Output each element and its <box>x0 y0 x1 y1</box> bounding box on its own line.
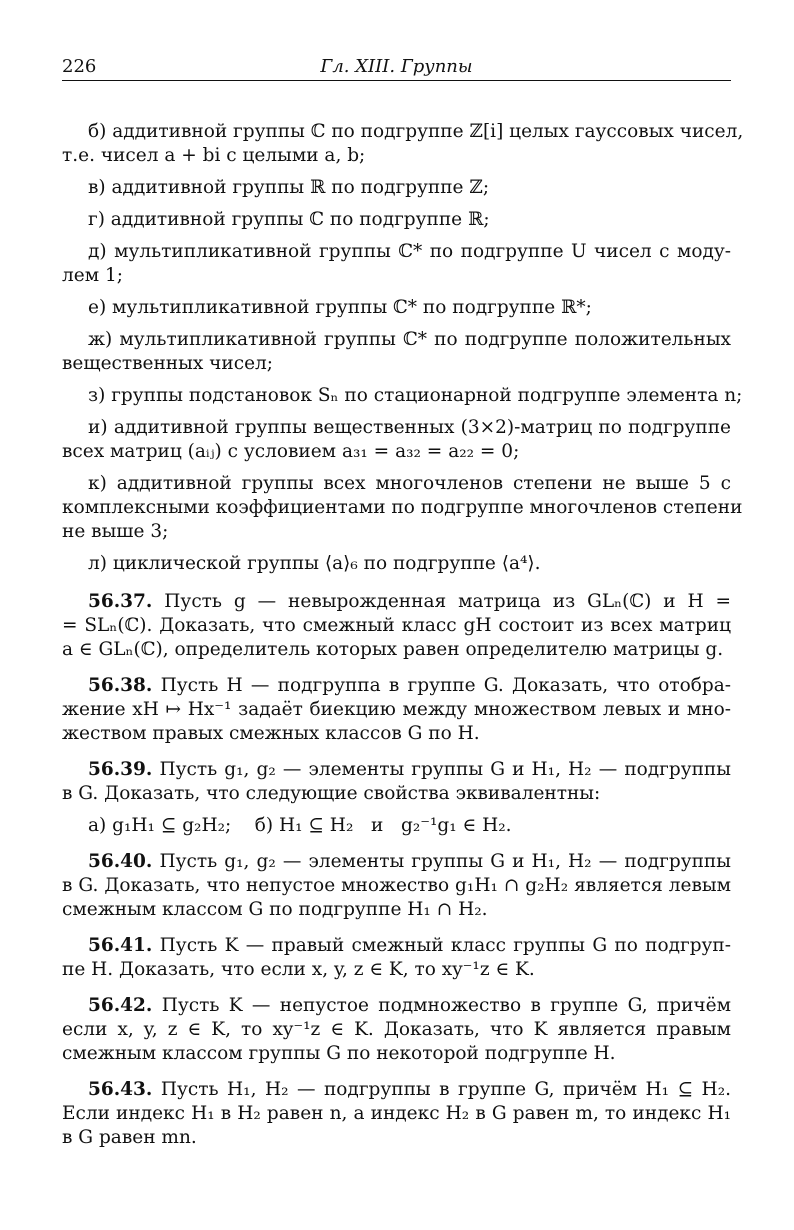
text-line: л) циклической группы ⟨a⟩₆ по подгруппе ⟨a⁴⟩. <box>88 553 541 574</box>
text-line: a ∈ GLₙ(ℂ), определитель которых равен определителю матрицы g. <box>62 639 724 660</box>
exercise-item <box>62 416 731 464</box>
problem-text: Пусть K — правый смежный класс группы G по подгруп- <box>159 935 731 956</box>
text-line: ж) мультипликативной группы ℂ* по подгруппе положительных <box>88 329 731 350</box>
text-line: = SLₙ(ℂ). Доказать, что смежный класс gH состоит из всех матриц <box>62 615 731 636</box>
exercise-item <box>62 208 731 232</box>
text-line <box>62 994 731 1018</box>
page-body <box>62 120 744 1162</box>
problem-text: Пусть K — непустое подмножество в группе G, причём <box>161 995 731 1016</box>
exercise-item <box>62 240 731 288</box>
problem <box>62 994 731 1066</box>
text-line: и) аддитивной группы вещественных (3×2)-матриц по подгруппе <box>88 417 731 438</box>
text-line: д) мультипликативной группы ℂ* по подгруппе U чисел с моду- <box>88 241 731 262</box>
problem-text: Пусть g₁, g₂ — элементы группы G и H₁, H₂ — подгруппы <box>159 759 731 780</box>
exercise-item <box>62 296 731 320</box>
exercise-item <box>62 328 731 376</box>
problem-number: 56.40. <box>88 851 153 872</box>
exercise-item <box>62 472 743 544</box>
text-line: пе H. Доказать, что если x, y, z ∈ K, то xy⁻¹z ∈ K. <box>62 959 535 980</box>
problem-number: 56.41. <box>88 935 153 956</box>
text-line: з) группы подстановок Sₙ по стационарной подгруппе элемента n; <box>88 385 743 406</box>
problem <box>62 1078 731 1150</box>
text-line: к) аддитивной группы всех многочленов степени не выше 5 с <box>88 473 731 494</box>
problem <box>62 850 731 922</box>
text-line <box>62 758 731 782</box>
problem-text: Пусть g — невырожденная матрица из GLₙ(ℂ) и H = <box>164 591 731 612</box>
text-line: в G. Доказать, что непустое множество g₁H₁ ∩ g₂H₂ является левым <box>62 875 731 896</box>
problem <box>62 590 731 662</box>
problem-text: Пусть g₁, g₂ — элементы группы G и H₁, H₂ — подгруппы <box>159 851 731 872</box>
problem-number: 56.43. <box>88 1079 153 1100</box>
problem-text: Пусть H — подгруппа в группе G. Доказать, что отобра- <box>160 675 731 696</box>
exercise-item <box>62 120 744 168</box>
text-line: т.е. чисел a + bi с целыми a, b; <box>62 145 366 166</box>
exercise-item <box>62 552 731 576</box>
text-line <box>62 1078 731 1102</box>
text-line: вещественных чисел; <box>62 353 274 374</box>
text-line <box>62 934 731 958</box>
text-line: жение xH ↦ Hx⁻¹ задаёт биекцию между множеством левых и мно- <box>62 699 731 720</box>
running-title: Гл. XIII. Группы <box>320 56 473 77</box>
text-line: лем 1; <box>62 265 123 286</box>
problem-number: 56.42. <box>88 995 153 1016</box>
text-line: Если индекс H₁ в H₂ равен n, а индекс H₂ в G равен m, то индекс H₁ <box>62 1103 731 1124</box>
text-line: в G. Доказать, что следующие свойства эквивалентны: <box>62 783 601 804</box>
text-line <box>62 590 731 614</box>
text-line: всех матриц (aᵢⱼ) с условием a₃₁ = a₃₂ = a₂₂ = 0; <box>62 441 520 462</box>
problem-number: 56.39. <box>88 759 153 780</box>
problem <box>62 758 731 838</box>
text-line: б) аддитивной группы ℂ по подгруппе ℤ[i] целых гауссовых чисел, <box>88 121 744 142</box>
exercise-item <box>62 176 731 200</box>
problem-number: 56.37. <box>88 591 153 612</box>
text-line: в) аддитивной группы ℝ по подгруппе ℤ; <box>88 177 490 198</box>
text-line <box>62 850 731 874</box>
exercise-item <box>62 384 743 408</box>
text-line: смежным классом группы G по некоторой подгруппе H. <box>62 1043 616 1064</box>
text-line: е) мультипликативной группы ℂ* по подгруппе ℝ*; <box>88 297 592 318</box>
text-line: если x, y, z ∈ K, то xy⁻¹z ∈ K. Доказать, что K является правым <box>62 1019 731 1040</box>
page-header <box>62 56 731 81</box>
text-line: жеством правых смежных классов G по H. <box>62 723 480 744</box>
text-line: комплексными коэффициентами по подгруппе многочленов степени <box>62 497 743 518</box>
text-line <box>62 674 731 698</box>
problem-subitems: а) g₁H₁ ⊆ g₂H₂; б) H₁ ⊆ H₂ и g₂⁻¹g₁ ∈ H₂. <box>88 815 512 836</box>
text-line: г) аддитивной группы ℂ по подгруппе ℝ; <box>88 209 490 230</box>
text-line: смежным классом G по подгруппе H₁ ∩ H₂. <box>62 899 488 920</box>
problem-text: Пусть H₁, H₂ — подгруппы в группе G, причём H₁ ⊆ H₂. <box>160 1079 731 1100</box>
problem-number: 56.38. <box>88 675 153 696</box>
text-line: в G равен mn. <box>62 1127 197 1148</box>
page-number: 226 <box>62 56 97 77</box>
problem <box>62 934 731 982</box>
problem <box>62 674 731 746</box>
text-line: не выше 3; <box>62 521 169 542</box>
